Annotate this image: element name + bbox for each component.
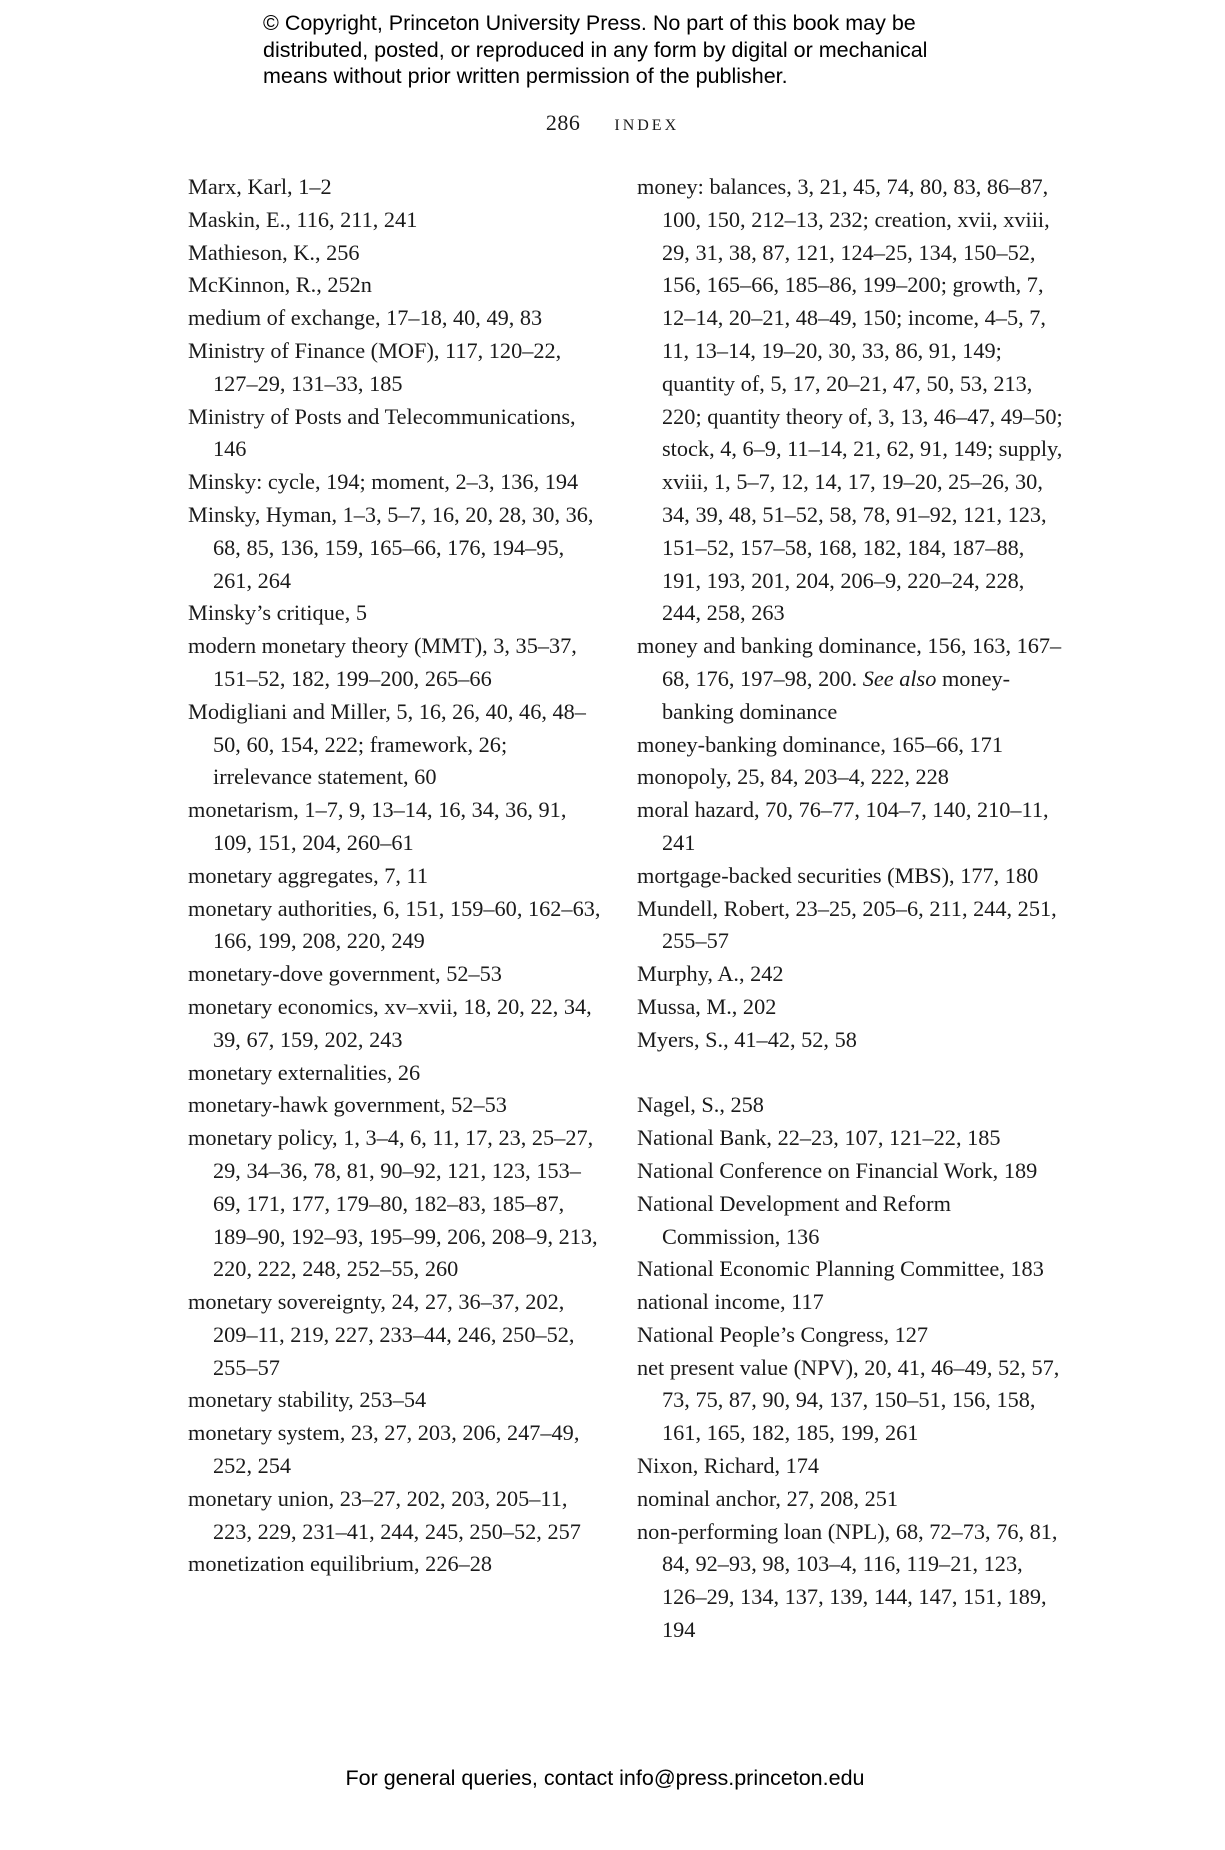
index-entry-text: Mundell, Robert, 23–25, 205–6, 211, 244, 251, 255–57 [637, 895, 1057, 954]
index-entry-text: monetary-hawk government, 52–53 [188, 1092, 507, 1118]
index-entry-text: moral hazard, 70, 76–77, 104–7, 140, 210–11, 241 [637, 797, 1049, 855]
index-entry [188, 1089, 608, 1122]
index-entry [188, 237, 608, 270]
index-entry [188, 466, 608, 499]
index-entry [188, 335, 608, 401]
index-entry-text: Mathieson, K., 256 [188, 239, 360, 265]
section-title: index [614, 110, 680, 135]
index-entry [637, 958, 1067, 991]
index-entry-text: medium of exchange, 17–18, 40, 49, 83 [188, 305, 543, 331]
index-entry-text: Modigliani and Miller, 5, 16, 26, 40, 46, 48–50, 60, 154, 222; framework, 26; irrelevance statement, 60 [188, 698, 586, 790]
index-entry-text: mortgage-backed securities (MBS), 177, 180 [637, 862, 1039, 888]
index-entry-text: Maskin, E., 116, 211, 241 [188, 206, 418, 232]
index-entry-text: Minsky’s critique, 5 [188, 600, 367, 626]
index-entry-text: Minsky, Hyman, 1–3, 5–7, 16, 20, 28, 30, 36, 68, 85, 136, 159, 165–66, 176, 194–95, 261, 264 [188, 501, 594, 593]
index-entry [637, 1089, 1067, 1122]
index-entry [188, 171, 608, 204]
index-entry [188, 1483, 608, 1549]
index-entry-text: Mussa, M., 202 [637, 993, 777, 1019]
index-entry-text: McKinnon, R., 252n [188, 272, 372, 298]
index-entry [637, 1352, 1067, 1450]
index-entry-text: Minsky: cycle, 194; moment, 2–3, 136, 194 [188, 469, 579, 495]
index-entry-text: National Conference on Financial Work, 189 [637, 1157, 1038, 1183]
index-entry [637, 1188, 1067, 1254]
index-entry-text: net present value (NPV), 20, 41, 46–49, 52, 57, 73, 75, 87, 90, 94, 137, 150–51, 156, 158, 161, 165, 182, 185, 199, 261 [637, 1354, 1060, 1446]
index-entry [637, 761, 1067, 794]
index-entry [637, 171, 1067, 630]
index-entry [637, 794, 1067, 860]
index-entry-text: monetary sovereignty, 24, 27, 36–37, 202, 209–11, 219, 227, 233–44, 246, 250–52, 255–57 [188, 1289, 575, 1380]
index-entry-text: monetary aggregates, 7, 11 [188, 862, 429, 888]
index-entry-text: monetization equilibrium, 226–28 [188, 1551, 493, 1577]
see-also-label: See also [862, 665, 937, 691]
index-entry [188, 269, 608, 302]
index-entry-text: Ministry of Finance (MOF), 117, 120–22, 127–29, 131–33, 185 [188, 337, 562, 396]
index-entry-text: non-performing loan (NPL), 68, 72–73, 76, 81, 84, 92–93, 98, 103–4, 116, 119–21, 123, 126–29, 134, 137, 139, 144, 147, 151, 189, 194 [637, 1518, 1058, 1643]
index-entry [188, 696, 608, 794]
index-entry-text: monetary union, 23–27, 202, 203, 205–11, 223, 229, 231–41, 244, 245, 250–52, 257 [188, 1485, 581, 1544]
index-entry [188, 1384, 608, 1417]
index-entry [637, 1450, 1067, 1483]
index-entry-text: monopoly, 25, 84, 203–4, 222, 228 [637, 764, 949, 790]
index-entry [637, 1319, 1067, 1352]
index-entry [188, 1286, 608, 1384]
copyright-notice [263, 10, 1003, 90]
copyright-line-2: distributed, posted, or reproduced in any form by digital or mechanical [263, 37, 928, 62]
index-entry-text: monetary-dove government, 52–53 [188, 961, 502, 987]
index-entry-text: nominal anchor, 27, 208, 251 [637, 1485, 899, 1511]
index-entry-text: National Bank, 22–23, 107, 121–22, 185 [637, 1125, 1001, 1151]
index-entry [637, 630, 1067, 728]
index-entry [637, 1253, 1067, 1286]
index-column-left [188, 171, 608, 1581]
running-head [0, 110, 1225, 136]
index-entry-text: Nixon, Richard, 174 [637, 1453, 820, 1479]
copyright-line-3: means without prior written permission of the publisher. [263, 64, 788, 88]
index-entry [188, 597, 608, 630]
index-entry [637, 1483, 1067, 1516]
index-entry [637, 1122, 1067, 1155]
index-entry-text: National Economic Planning Committee, 183 [637, 1256, 1044, 1282]
index-entry-text: Nagel, S., 258 [637, 1092, 764, 1118]
index-entry [188, 958, 608, 991]
index-entry [188, 893, 608, 959]
index-entry [188, 302, 608, 335]
index-entry [188, 991, 608, 1057]
index-entry [637, 1155, 1067, 1188]
index-entry [188, 794, 608, 860]
index-entry [637, 1024, 1067, 1057]
index-entry-text: money: balances, 3, 21, 45, 74, 80, 83, 86–87, 100, 150, 212–13, 232; creation, xvii, xviii, 29, 31, 38, 87, 121, 124–25, 134, 150–52, 156, 165–66, 185–86, 199–200; growth, 7, 12–14, 20–21, 48–49, 150; income, 4–5, 7, 11, 13–14, 19–20, 30, 33, 86, 91, 149; quantity of, 5, 17, 20–21, 47, 50, 53, 213, 220; quantity theory of, 3, 13, 46–47, 49–50; stock, 4, 6–9, 11–14, 21, 62, 91, 149; supply, xviii, 1, 5–7, 12, 14, 17, 19–20, 25–26, 30, 34, 39, 48, 51–52, 58, 78, 91–92, 121, 123, 151–52, 157–58, 168, 182, 184, 187–88, 191, 193, 201, 204, 206–9, 220–24, 228, 244, 258, 263 [637, 174, 1063, 626]
index-entry [188, 860, 608, 893]
index-entry [188, 499, 608, 597]
index-entry [637, 860, 1067, 893]
index-entry [637, 893, 1067, 959]
index-entry-text: monetary policy, 1, 3–4, 6, 11, 17, 23, 25–27, 29, 34–36, 78, 81, 90–92, 121, 123, 153–69, 171, 177, 179–80, 182–83, 185–87, 189–90, 192–93, 195–99, 206, 208–9, 213, 220, 222, 248, 252–55, 260 [188, 1125, 598, 1282]
index-entry-text: national income, 117 [637, 1289, 824, 1315]
index-column-right [637, 171, 1067, 1647]
index-entry [188, 630, 608, 696]
index-entry-text: monetarism, 1–7, 9, 13–14, 16, 34, 36, 91, 109, 151, 204, 260–61 [188, 797, 567, 855]
page-number: 286 [545, 110, 581, 135]
index-entry-text: monetary system, 23, 27, 203, 206, 247–49, 252, 254 [188, 1420, 580, 1479]
index-entry [188, 1548, 608, 1581]
index-entry [188, 1122, 608, 1286]
index-entry [188, 1057, 608, 1090]
index-entry-text: money-banking dominance, 165–66, 171 [637, 731, 1003, 757]
index-entry [637, 729, 1067, 762]
index-entry-text: monetary stability, 253–54 [188, 1387, 427, 1413]
index-entry [637, 1286, 1067, 1319]
index-entry [637, 1516, 1067, 1647]
index-entry [188, 204, 608, 237]
index-entry-text: monetary authorities, 6, 151, 159–60, 162–63, 166, 199, 208, 220, 249 [188, 895, 601, 954]
index-entry-text: monetary externalities, 26 [188, 1059, 421, 1085]
index-entry-text: National Development and Reform Commission, 136 [637, 1190, 951, 1249]
see-also-target: money-banking dominance [662, 665, 1011, 724]
index-entry-text: monetary economics, xv–xvii, 18, 20, 22, 34, 39, 67, 159, 202, 243 [188, 993, 592, 1052]
index-entry-text: Marx, Karl, 1–2 [188, 174, 332, 199]
index-entry-text: Ministry of Posts and Telecommunications, 146 [188, 403, 576, 462]
index-entry-text: Murphy, A., 242 [637, 961, 784, 987]
index-entry [637, 991, 1067, 1024]
index-entry-text: Myers, S., 41–42, 52, 58 [637, 1026, 857, 1052]
index-entry-text: National People’s Congress, 127 [637, 1321, 929, 1347]
index-entry-text: money and banking dominance, 156, 163, 167–68, 176, 197–98, 200. [637, 633, 1062, 691]
index-entry [188, 401, 608, 467]
index-entry [188, 1417, 608, 1483]
copyright-line-1: © Copyright, Princeton University Press. No part of this book may be [263, 11, 916, 35]
footer-contact: For general queries, contact info@press.princeton.edu [345, 1766, 865, 1790]
index-entry-text: modern monetary theory (MMT), 3, 35–37, 151–52, 182, 199–200, 265–66 [188, 633, 577, 691]
